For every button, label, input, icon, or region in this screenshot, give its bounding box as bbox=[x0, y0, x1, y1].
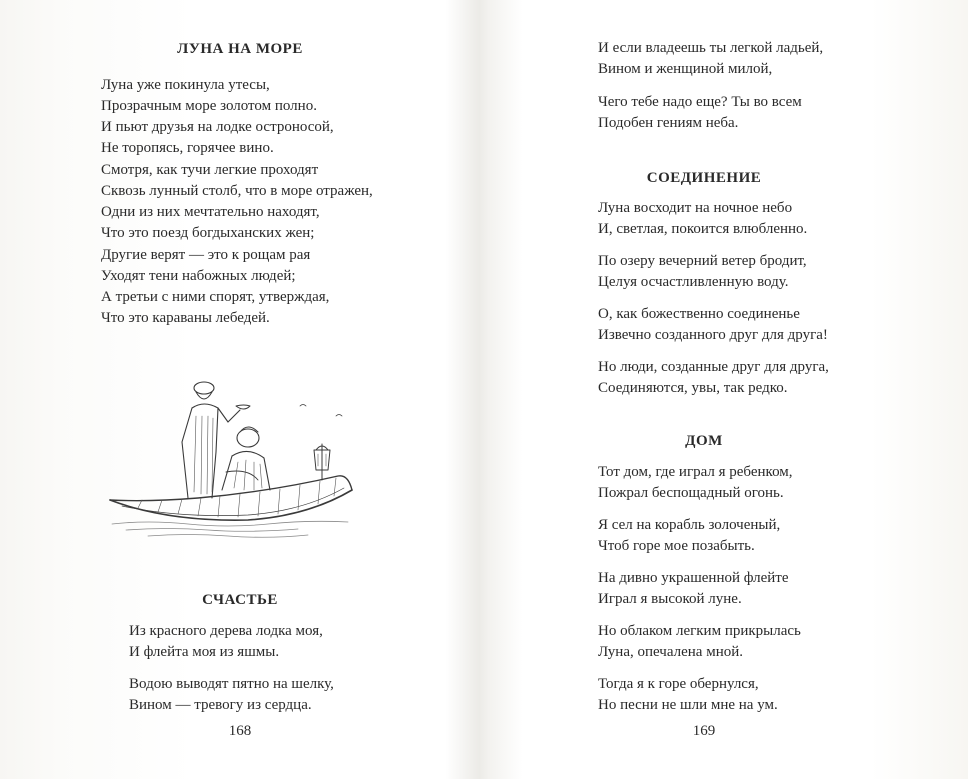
verse-line: Играл я высокой луне. bbox=[598, 591, 742, 607]
stanza bbox=[598, 304, 828, 346]
verse-line: Что это караваны лебедей. bbox=[101, 310, 270, 326]
page-number: 168 bbox=[228, 723, 252, 739]
verse-line: Уходят тени набожных людей; bbox=[101, 268, 296, 284]
stanza bbox=[598, 198, 807, 240]
verse-line: Не торопясь, горячее вино. bbox=[101, 140, 274, 156]
verse-line: Сквозь лунный столб, что в море отражен, bbox=[101, 183, 373, 199]
stanza bbox=[598, 92, 802, 134]
verse-line: Что это поезд богдыханских жен; bbox=[101, 225, 315, 241]
verse-line: Водою выводят пятно на шелку, bbox=[129, 676, 334, 692]
verse-line: Целуя осчастливленную воду. bbox=[598, 274, 789, 290]
poem-title-dom: ДОМ bbox=[685, 433, 723, 449]
right-page bbox=[484, 0, 968, 779]
verse-line: Чтоб горе мое позабыть. bbox=[598, 538, 755, 554]
stanza bbox=[598, 568, 788, 610]
stanza bbox=[598, 515, 780, 557]
verse-line: Тогда я к горе обернулся, bbox=[598, 676, 759, 692]
stanza bbox=[598, 462, 793, 504]
poem-title-luna-na-more: ЛУНА НА МОРЕ bbox=[177, 41, 303, 57]
stanza bbox=[101, 160, 373, 244]
verse-line: Одни из них мечтательно находят, bbox=[101, 204, 320, 220]
verse-line: О, как божественно соединенье bbox=[598, 306, 800, 322]
stanza bbox=[101, 75, 334, 159]
stanza bbox=[598, 674, 778, 716]
verse-line: Вином — тревогу из сердца. bbox=[129, 697, 312, 713]
verse-line: Соединяются, увы, так редко. bbox=[598, 380, 788, 396]
verse-line: А третьи с ними спорят, утверждая, bbox=[101, 289, 330, 305]
verse-line: Но песни не шли мне на ум. bbox=[598, 697, 778, 713]
verse-line: По озеру вечерний ветер бродит, bbox=[598, 253, 807, 269]
stanza bbox=[598, 621, 801, 663]
verse-line: Из красного дерева лодка моя, bbox=[129, 623, 323, 639]
verse-line: Тот дом, где играл я ребенком, bbox=[598, 464, 793, 480]
verse-line: Но облаком легким прикрылась bbox=[598, 623, 801, 639]
boat-with-figures-illustration bbox=[108, 372, 358, 544]
stanza bbox=[129, 674, 334, 716]
stanza bbox=[101, 245, 329, 329]
verse-line: Луна уже покинула утесы, bbox=[101, 77, 270, 93]
verse-line: Другие верят — это к рощам рая bbox=[101, 247, 311, 263]
verse-line: Прозрачным море золотом полно. bbox=[101, 98, 317, 114]
poem-title-schastie: СЧАСТЬЕ bbox=[202, 592, 278, 608]
verse-line: Но люди, созданные друг для друга, bbox=[598, 359, 829, 375]
verse-line: И пьют друзья на лодке остроносой, bbox=[101, 119, 334, 135]
verse-line: Подобен гениям неба. bbox=[598, 115, 739, 131]
verse-line: Луна, опечалена мной. bbox=[598, 644, 744, 660]
verse-line: Смотря, как тучи легкие проходят bbox=[101, 162, 319, 178]
verse-line: Пожрал беспощадный огонь. bbox=[598, 485, 784, 501]
poem-title-soedinenie: СОЕДИНЕНИЕ bbox=[646, 170, 762, 186]
stanza bbox=[129, 621, 323, 663]
verse-line: И флейта моя из яшмы. bbox=[129, 644, 280, 660]
verse-line: На дивно украшенной флейте bbox=[598, 570, 789, 586]
stanza bbox=[598, 38, 823, 80]
verse-line: Луна восходит на ночное небо bbox=[598, 200, 793, 216]
verse-line: Извечно созданного друг для друга! bbox=[598, 327, 828, 343]
verse-line: И, светлая, покоится влюбленно. bbox=[598, 221, 808, 237]
stanza bbox=[598, 251, 807, 293]
page-number: 169 bbox=[692, 723, 716, 739]
stanza bbox=[598, 357, 829, 399]
verse-line: Я сел на корабль золоченый, bbox=[598, 517, 781, 533]
verse-line: Чего тебе надо еще? Ты во всем bbox=[598, 94, 802, 110]
verse-line: И если владеешь ты легкой ладьей, bbox=[598, 40, 824, 56]
verse-line: Вином и женщиной милой, bbox=[598, 61, 773, 77]
